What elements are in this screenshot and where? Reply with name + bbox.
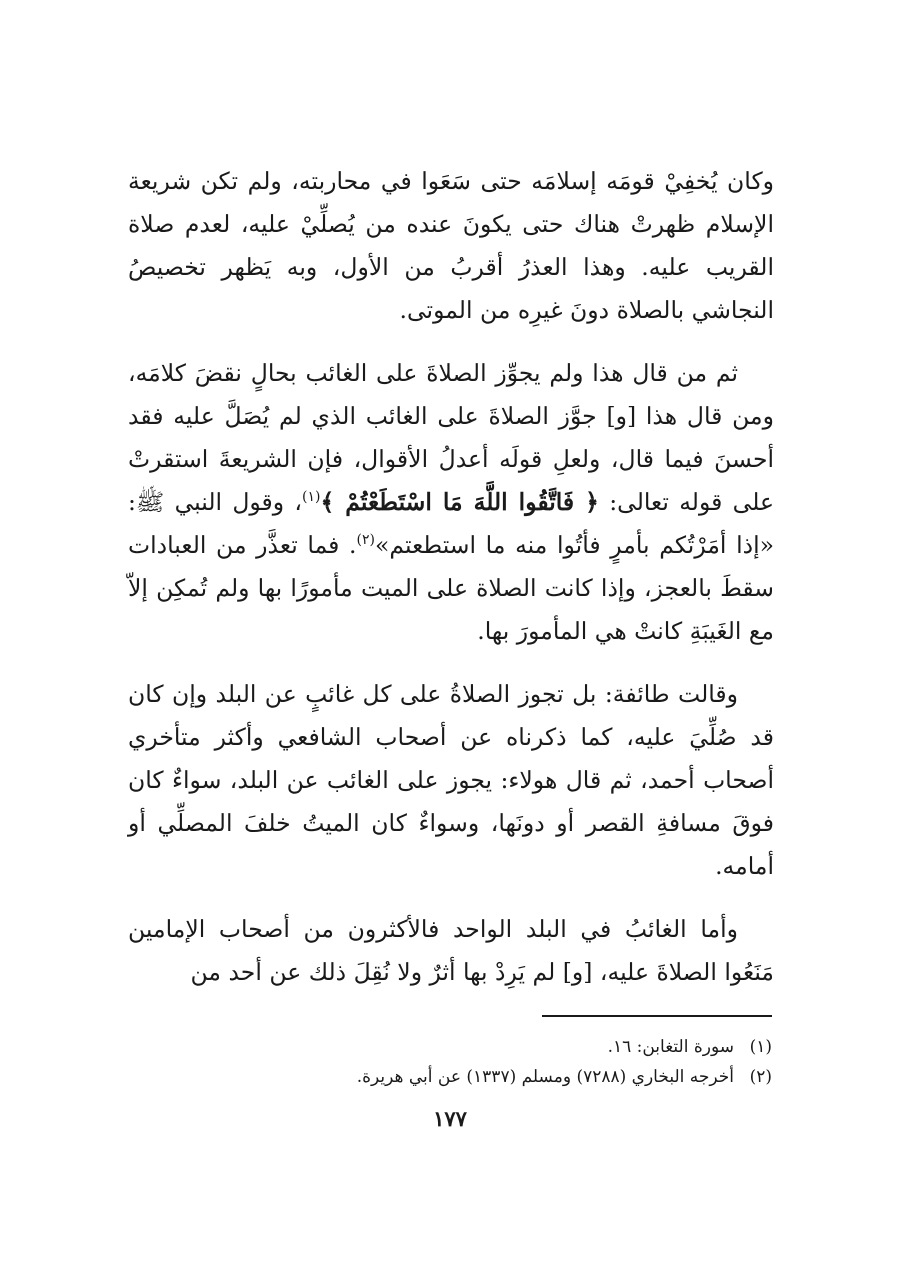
footnote-1 [126, 1032, 772, 1062]
footnote-ref-1[interactable]: (١) [302, 489, 321, 506]
page-body [128, 160, 774, 994]
quran-verse: ﴿ فَاتَّقُوا اللَّهَ مَا اسْتَطَعْتُمْ ﴾ [320, 488, 599, 516]
page-number: ١٧٧ [433, 1106, 467, 1131]
footnote-number: (١) [749, 1037, 772, 1057]
paragraph-2-closing: . فما تعذَّر من العبادات سقطَ بالعجز، وإذا كانت الصلاة على الميت مأمورًا بها ولم تُمكِن إلاّ مع الغَيبَةِ كانتْ هي المأمورَ بها. [128, 531, 774, 645]
paragraph-4: وأما الغائبُ في البلد الواحد فالأكثرون من أصحاب الإمامين مَنَعُوا الصلاةَ عليه، [و] لم يَرِدْ بها أثرٌ ولا نُقِلَ ذلك عن أحد من [128, 915, 774, 986]
footnote-divider [542, 1015, 772, 1017]
main-text [128, 160, 774, 994]
paragraph-2-hadith: ، وقول النبي ﷺ: «إذا أمَرْتُكم بأمرٍ فأتُوا منه ما استطعتم» [128, 488, 774, 559]
footnote-2 [126, 1062, 772, 1092]
footnotes [126, 1032, 772, 1092]
footnote-ref-2[interactable]: (٢) [356, 532, 375, 549]
footnote-number: (٢) [749, 1067, 772, 1087]
paragraph-1: وكان يُخفِيْ قومَه إسلامَه حتى سَعَوا في محاربته، ولم تكن شريعة الإسلام ظهرتْ هناك حتى يكونَ عنده من يُصلِّيْ عليه، لعدم صلاة القريب عليه. وهذا العذرُ أقربُ من الأول، وبه يَظهر تخصيصُ النجاشي بالصلاة دونَ غيرِه من الموتى. [128, 167, 774, 324]
paragraph-2 [128, 352, 774, 653]
paragraph-3: وقالت طائفة: بل تجوز الصلاةُ على كل غائبٍ عن البلد وإن كان قد صُلِّيَ عليه، كما ذكرناه عن أصحاب الشافعي وأكثر متأخري أصحاب أحمد، ثم قال هولاء: يجوز على الغائب عن البلد، سواءٌ كان فوقَ مسافةِ القصر أو دونَها، وسواءٌ كان الميتُ خلفَ المصلِّي أو أمامه. [128, 680, 774, 880]
footnote-text: أخرجه البخاري (٧٢٨٨) ومسلم (١٣٣٧) عن أبي هريرة. [356, 1067, 734, 1087]
footnote-text: سورة التغابن: ١٦. [607, 1037, 734, 1057]
paragraph-2-opening: ثم من قال هذا ولم يجوِّز الصلاةَ على الغائب بحالٍ نقضَ كلامَه، ومن قال هذا [و] جوَّز الصلاةَ على الغائب الذي لم يُصَلَّ عليه فقد أحسنَ فيما قال، ولعلِ قولَه أعدلُ الأقوال، فإن الشريعةَ استقرتْ على قوله تعالى: [128, 359, 775, 516]
